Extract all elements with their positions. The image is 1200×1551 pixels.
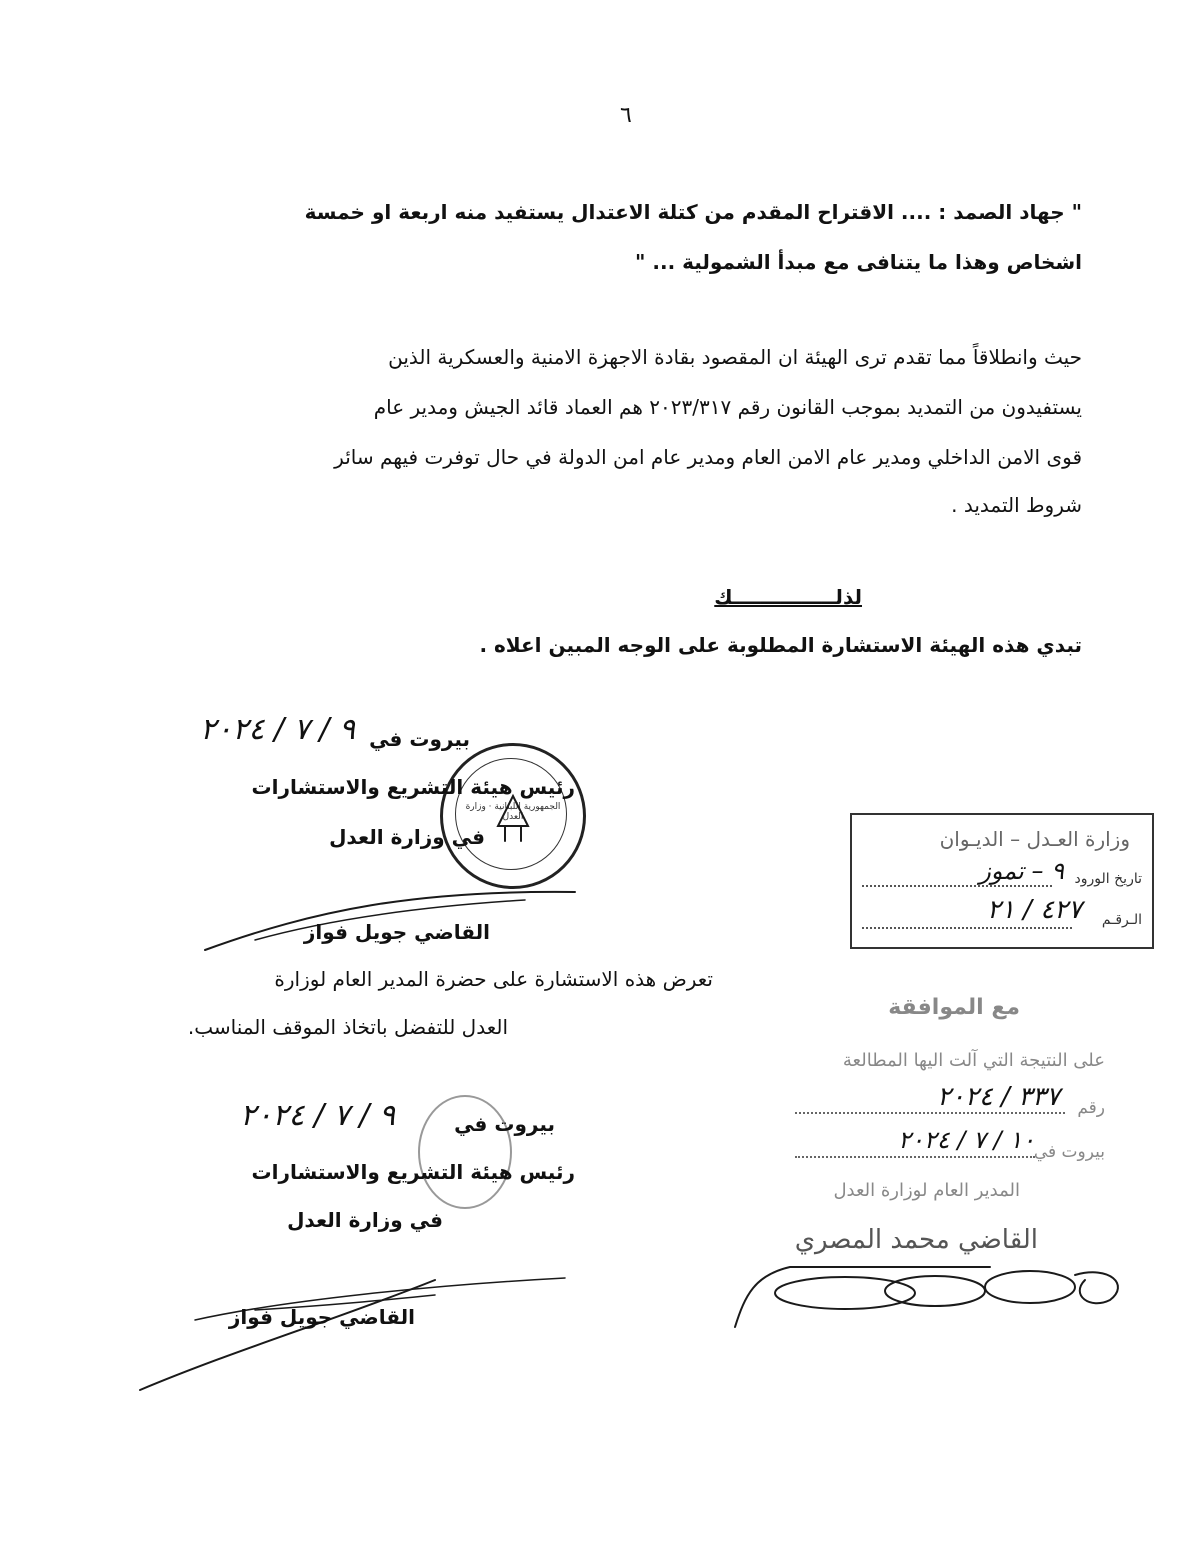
conclusion-text: تبدي هذه الهيئة الاستشارة المطلوبة على الوجه المبين اعلاه . — [479, 633, 1082, 657]
approval-line-1: على النتيجة التي آلت اليها المطالعة — [842, 1050, 1105, 1071]
stamp-text: الجمهورية اللبنانية · وزارة العدل — [465, 802, 561, 822]
sig1-title-line-1: رئيس هيئة التشريع والاستشارات — [251, 775, 575, 799]
registry-stamp — [850, 813, 1154, 949]
sig1-date-prefix: بيروت في — [369, 727, 470, 751]
sig2-date-prefix: بيروت في — [454, 1112, 555, 1136]
quote-line-1: " جهاد الصمد : .... الاقتراح المقدم من كتلة الاعتدال يستفيد منه اربعة او خمسة — [304, 200, 1082, 224]
approval-signature-stroke — [730, 1255, 1140, 1335]
sig2-name: القاضي جويل فواز — [228, 1305, 415, 1329]
quote-line-2: اشخاص وهذا ما يتنافى مع مبدأ الشمولية ... " — [634, 250, 1082, 274]
page-number: ٦ — [620, 103, 632, 128]
referral-line-1: تعرض هذه الاستشارة على حضرة المدير العام لوزارة — [274, 967, 713, 991]
sig2-handwritten-date: ٩ / ٧ / ٢٠٢٤ — [240, 1098, 396, 1133]
referral-line-2: العدل للتفضل باتخاذ الموقف المناسب. — [187, 1015, 508, 1039]
sig1-title-line-2: في وزارة العدل — [329, 825, 485, 849]
conclusion-heading: لذلـــــــــــــــك — [714, 585, 862, 609]
sig2-signature-stroke — [135, 1260, 575, 1400]
sig1-name: القاضي جويل فواز — [303, 920, 490, 944]
sig2-title-line-2: في وزارة العدل — [287, 1208, 443, 1232]
registry-title: وزارة العـدل – الديـوان — [939, 827, 1130, 851]
sig2-title-line-1: رئيس هيئة التشريع والاستشارات — [251, 1160, 575, 1184]
paragraph-line-2: يستفيدون من التمديد بموجب القانون رقم ٢٠٢٣/٣١٧ هم العماد قائد الجيش ومدير عام — [373, 395, 1082, 419]
paragraph-line-1: حيث وانطلاقاً مما تقدم ترى الهيئة ان المقصود بقادة الاجهزة الامنية والعسكرية الذين — [388, 345, 1082, 369]
approval-number-value: ٣٣٧ / ٢٠٢٤ — [936, 1082, 1060, 1112]
registry-date-value: ٩ – تموز — [979, 857, 1064, 885]
approval-title: المدير العام لوزارة العدل — [833, 1180, 1020, 1201]
official-round-stamp — [440, 743, 586, 889]
approval-name: القاضي محمد المصري — [794, 1225, 1038, 1255]
paragraph-line-4: شروط التمديد . — [951, 493, 1082, 517]
approval-number-label: رقم — [1077, 1098, 1105, 1118]
paragraph-line-3: قوى الامن الداخلي ومدير عام الامن العام ومدير عام امن الدولة في حال توفرت فيهم سائر — [334, 445, 1082, 469]
sig1-handwritten-date: ٩ / ٧ / ٢٠٢٤ — [200, 712, 356, 747]
approval-date-label: بيروت في — [1033, 1142, 1105, 1162]
sig1-signature-stroke — [195, 870, 595, 960]
registry-date-label: تاريخ الورود — [1074, 871, 1142, 887]
approval-heading: مع الموافقة — [888, 995, 1020, 1020]
approval-date-value: ١٠ / ٧ / ٢٠٢٤ — [898, 1126, 1035, 1154]
registry-number-label: الـرقـم — [1101, 912, 1142, 928]
registry-number-value: ٤٢٧ / ٢١ — [986, 895, 1082, 925]
